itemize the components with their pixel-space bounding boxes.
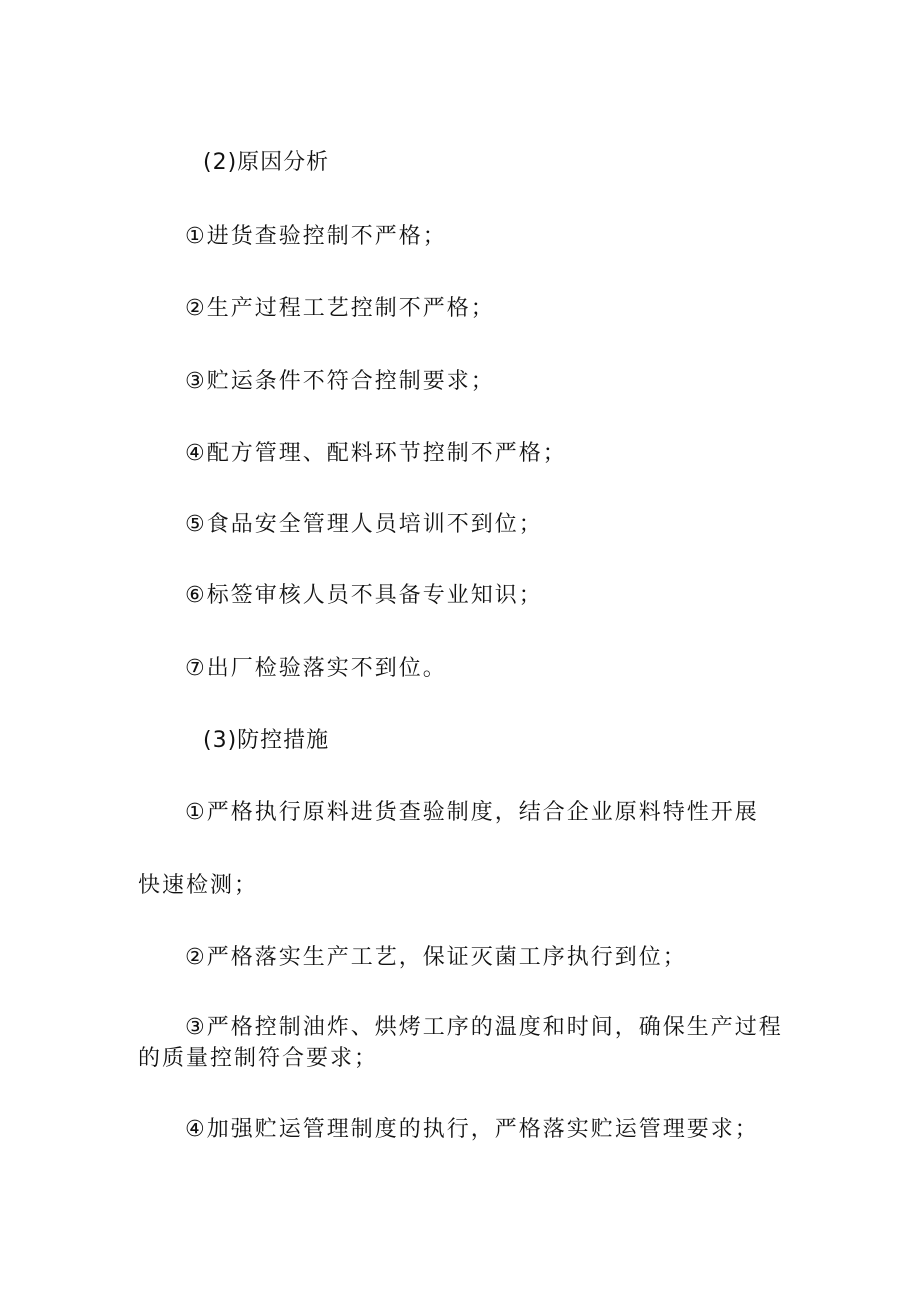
cause-item-7: ⑦出厂检验落实不到位。 bbox=[185, 656, 447, 681]
measure-item-4: ④加强贮运管理制度的执行，严格落实贮运管理要求； bbox=[185, 1117, 759, 1142]
cause-item-6: ⑥标签审核人员不具备专业知识； bbox=[185, 583, 543, 608]
cause-item-1: ①进货查验控制不严格； bbox=[185, 224, 447, 249]
cause-item-3: ③贮运条件不符合控制要求； bbox=[185, 369, 495, 394]
section-heading-cause-analysis: (2)原因分析 bbox=[203, 150, 330, 175]
measure-item-3-line-1: ③严格控制油炸、烘烤工序的温度和时间，确保生产过程 bbox=[185, 1015, 783, 1040]
measure-item-1-line-1: ①严格执行原料进货查验制度，结合企业原料特性开展 bbox=[185, 800, 759, 825]
cause-item-5: ⑤食品安全管理人员培训不到位； bbox=[185, 512, 543, 537]
measure-item-2: ②严格落实生产工艺，保证灭菌工序执行到位； bbox=[185, 945, 687, 970]
cause-item-4: ④配方管理、配料环节控制不严格； bbox=[185, 441, 567, 466]
section-heading-prevention-measures: (3)防控措施 bbox=[203, 728, 330, 753]
measure-item-3-line-2: 的质量控制符合要求； bbox=[138, 1046, 379, 1071]
cause-item-2: ②生产过程工艺控制不严格； bbox=[185, 296, 495, 321]
measure-item-1-line-2: 快速检测； bbox=[138, 873, 259, 898]
